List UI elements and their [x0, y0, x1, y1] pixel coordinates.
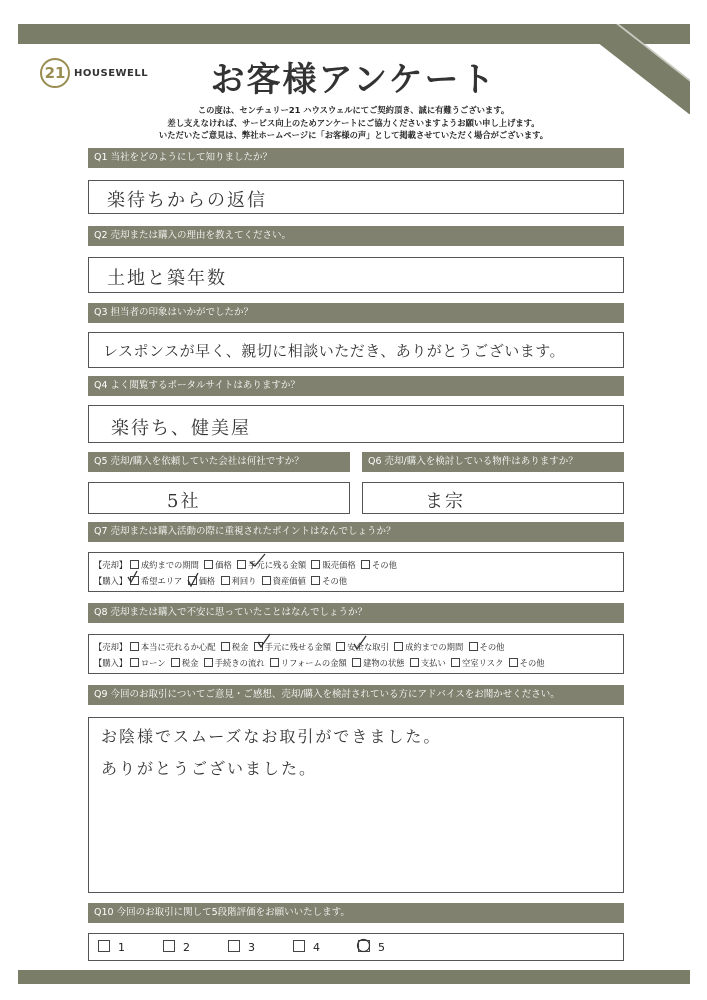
q7-buy-option[interactable]: 価格	[188, 576, 216, 586]
q8-buy-option[interactable]: 支払い	[410, 658, 446, 668]
selected-circle-icon	[356, 938, 371, 953]
q4-label: Q4 よく閲覧するポータルサイトはありますか？	[88, 376, 624, 396]
q8-buy-option[interactable]: ローン	[130, 658, 166, 668]
q1-label: Q1 当社をどのようにして知りましたか？	[88, 148, 624, 168]
q7-label: Q7 売却または購入活動の際に重視されたポイントはなんでしょうか？	[88, 522, 624, 542]
q4-answer: 楽待ち、健美屋	[111, 418, 251, 439]
q8-buy-option[interactable]: 税金	[171, 658, 199, 668]
check-mark-icon	[126, 570, 140, 584]
rating-option-3[interactable]: 3	[228, 940, 255, 954]
intro-line: いただいたご意見は、弊社ホームページに「お客様の声」として掲載させていただく場合がございます。	[158, 130, 549, 140]
q8-buy-option[interactable]: リフォームの金額	[270, 658, 347, 668]
q8-sell-option[interactable]: 安全な取引	[336, 642, 389, 652]
q8-sell-option[interactable]: 本当に売れるか心配	[130, 642, 216, 652]
q1-answer-box[interactable]	[88, 180, 624, 214]
q8-buy-prefix: 【購入】	[94, 658, 128, 668]
q7-buy-option[interactable]: 資産価値	[262, 576, 306, 586]
check-mark-icon	[248, 552, 268, 568]
q8-sell-option[interactable]: その他	[469, 642, 505, 652]
q3-answer-box[interactable]	[88, 332, 624, 368]
intro-line: 差し支えなければ、サービス向上のためアンケートにご協力くださいますようお願い申し上げます。	[167, 117, 540, 128]
q3-answer: レスポンスが早く、親切に相談いただき、ありがとうございます。	[103, 342, 566, 360]
q8-buy-option[interactable]: 手続きの流れ	[204, 658, 265, 668]
check-mark-icon	[352, 635, 368, 651]
q7-sell-option[interactable]: 手元に残る金額	[237, 560, 306, 570]
q8-buy-option[interactable]: 空室リスク	[451, 658, 503, 668]
bottom-band	[18, 970, 690, 984]
rating-option-4[interactable]: 4	[293, 940, 320, 954]
q5-answer-box[interactable]	[88, 482, 350, 514]
q5-answer: 5社	[167, 491, 201, 512]
check-mark-icon	[186, 572, 200, 588]
q5-label: Q5 売却/購入を依頼していた会社は何社ですか？	[88, 452, 350, 472]
rating-option-2[interactable]: 2	[163, 940, 190, 954]
q9-answer-box[interactable]	[88, 717, 624, 893]
q4-answer-box[interactable]	[88, 405, 624, 443]
q10-label: Q10 今回のお取引に関して5段階評価をお願いいたします。	[88, 903, 624, 923]
q7-sell-option[interactable]: 販売価格	[311, 560, 355, 570]
q8-buy-option[interactable]: 建物の状態	[352, 658, 405, 668]
page-title: お客様アンケート	[210, 60, 497, 100]
q8-sell-option[interactable]: 税金	[221, 642, 249, 652]
q7-sell-option[interactable]: その他	[361, 560, 397, 570]
rating-option-5[interactable]: 5	[358, 940, 385, 954]
q7-buy-option[interactable]: その他	[311, 576, 347, 586]
q7-sell-option[interactable]: 成約までの期間	[130, 560, 199, 570]
rating-options	[98, 940, 385, 954]
q6-answer-box[interactable]	[362, 482, 624, 514]
logo-mark: 21	[40, 58, 70, 88]
q7-buy-prefix: 【購入】	[94, 576, 128, 586]
q9-answer-line: お陰様でスムーズなお取引ができました。	[101, 727, 442, 746]
q8-sell-options	[94, 641, 504, 653]
q8-sell-prefix: 【売却】	[94, 642, 128, 652]
q2-label: Q2 売却または購入の理由を教えてください。	[88, 226, 624, 246]
q6-answer: ま宗	[425, 491, 465, 512]
q8-buy-option[interactable]: その他	[509, 658, 545, 668]
intro-text	[0, 104, 707, 142]
intro-line: この度は、センチュリー21 ハウスウェルにてご契約頂き、誠に有難うございます。	[197, 105, 510, 115]
q8-label: Q8 売却または購入で不安に思っていたことはなんでしょうか？	[88, 603, 624, 623]
rating-option-1[interactable]: 1	[98, 940, 125, 954]
q7-buy-option[interactable]: 利回り	[221, 576, 257, 586]
q7-sell-option[interactable]: 価格	[204, 560, 232, 570]
q3-label: Q3 担当者の印象はいかがでしたか？	[88, 303, 624, 323]
check-mark-icon	[256, 633, 272, 649]
q8-sell-option[interactable]: 手元に残せる金額	[254, 642, 331, 652]
q7-buy-option[interactable]: 希望エリア	[130, 576, 183, 586]
q8-sell-option[interactable]: 成約までの期間	[394, 642, 463, 652]
q8-buy-options	[94, 657, 545, 669]
q9-label: Q9 今回のお取引についてご意見・ご感想、売却/購入を検討されている方にアドバイスをお聞かせください。	[88, 685, 624, 705]
q7-sell-prefix: 【売却】	[94, 560, 128, 570]
q1-answer: 楽待ちからの返信	[107, 190, 267, 211]
q2-answer-box[interactable]	[88, 257, 624, 293]
logo-name: HOUSEWELL	[74, 67, 149, 79]
q9-answer-line: ありがとうございました。	[101, 759, 318, 778]
q2-answer: 土地と築年数	[107, 268, 227, 289]
q6-label: Q6 売却/購入を検討している物件はありますか？	[362, 452, 624, 472]
